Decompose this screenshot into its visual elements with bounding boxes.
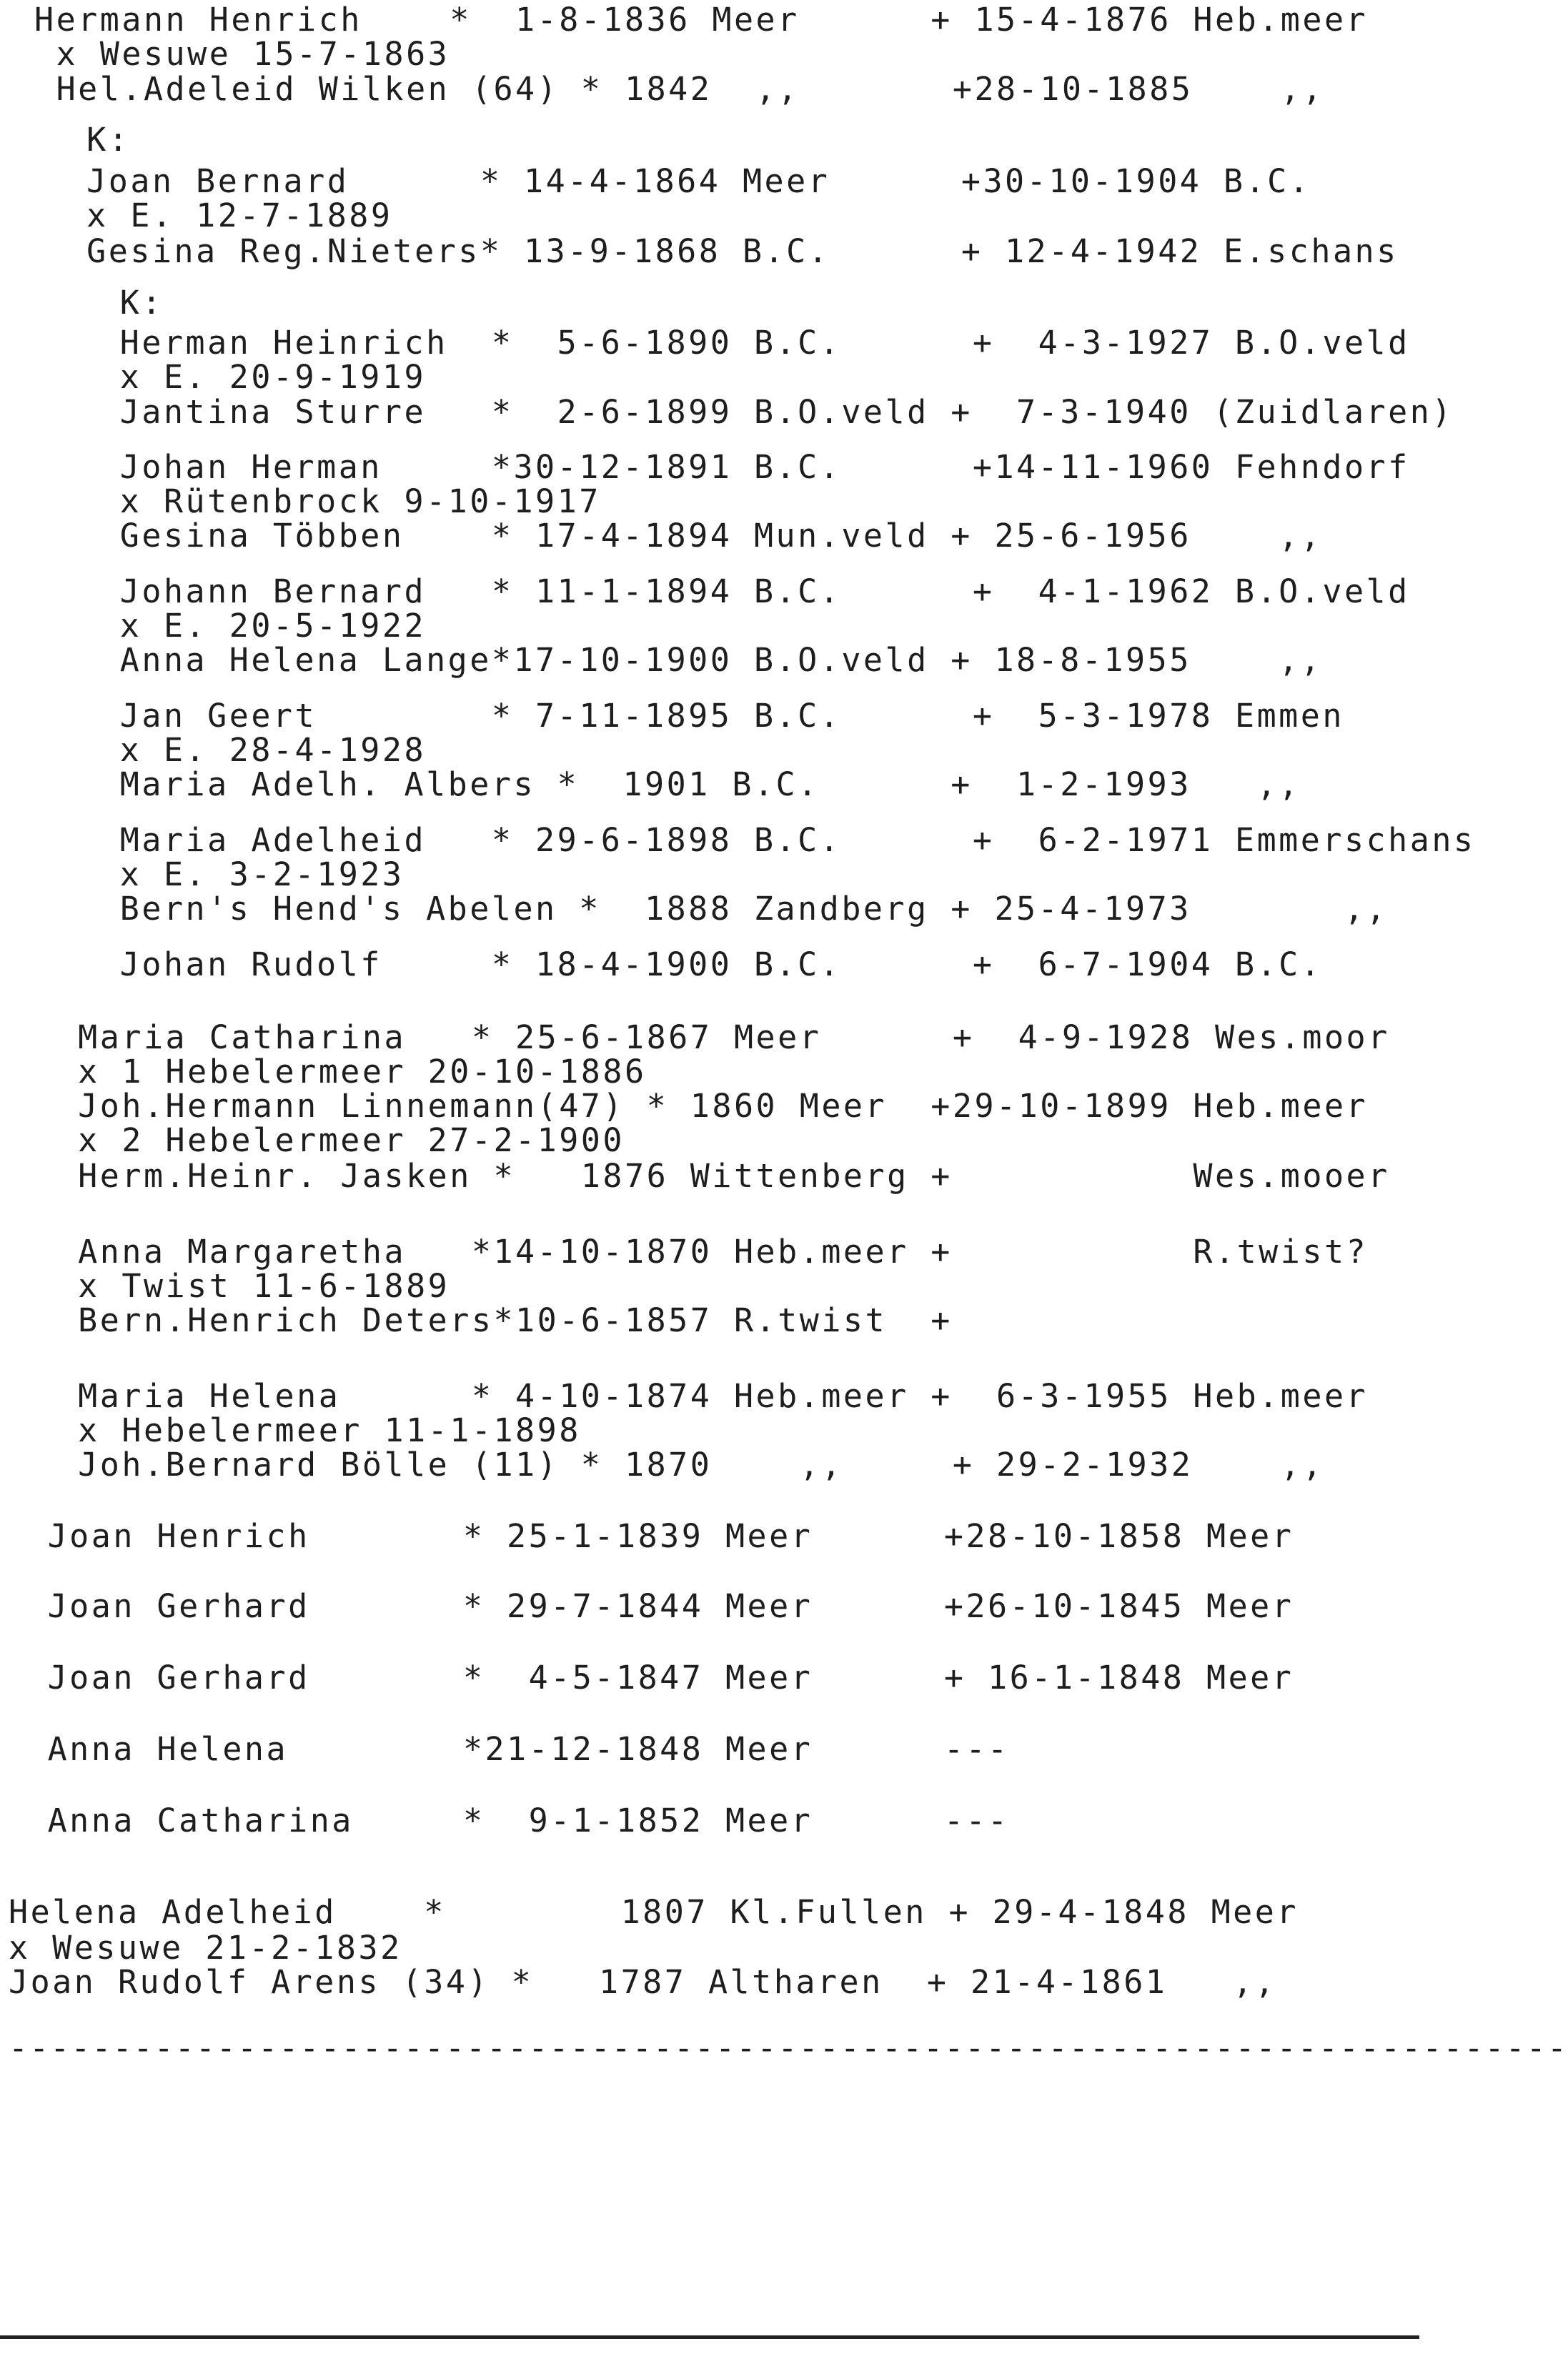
text-line: Herm.Heinr. Jasken * 1876 Wittenberg + Wes.mooer: [34, 1157, 1390, 1195]
text-line: Joan Bernard * 14-4-1864 Meer +30-10-1904 B.C.: [43, 162, 1311, 200]
text-line: Maria Catharina * 25-6-1867 Meer + 4-9-1928 Wes.moor: [34, 1018, 1390, 1056]
text-line: Maria Helena * 4-10-1874 Heb.meer + 6-3-1955 Heb.meer: [34, 1377, 1369, 1415]
text-line: Johann Bernard * 11-1-1894 B.C. + 4-1-1962 B.O.veld: [54, 572, 1410, 610]
text-line: Anna Helena *21-12-1848 Meer ---: [26, 1730, 1010, 1768]
dashed-separator: ---------------------------------------------------------------------------: [9, 2029, 1568, 2067]
text-line: Maria Adelh. Albers * 1901 B.C. + 1-2-1993 ,,: [54, 765, 1301, 803]
text-line: Jan Geert * 7-11-1895 B.C. + 5-3-1978 Emmen: [54, 697, 1344, 735]
text-line: Bern.Henrich Deters*10-6-1857 R.twist +: [34, 1301, 953, 1339]
text-line: x E. 20-9-1919: [54, 358, 427, 396]
text-line: Hermann Henrich * 1-8-1836 Meer + 15-4-1876 Heb.meer: [34, 1, 1369, 39]
text-line: Johan Rudolf * 18-4-1900 B.C. + 6-7-1904 B.C.: [54, 945, 1323, 983]
text-line: Joh.Bernard Bölle (11) * 1870 ,, + 29-2-1932 ,,: [34, 1446, 1324, 1484]
text-line: x Twist 11-6-1889: [34, 1267, 450, 1305]
text-line: x E. 3-2-1923: [54, 855, 405, 893]
text-line: Joan Gerhard * 29-7-1844 Meer +26-10-1845 Meer: [26, 1587, 1294, 1625]
text-line: Joan Gerhard * 4-5-1847 Meer + 16-1-1848 Meer: [26, 1659, 1294, 1697]
text-line: K:: [54, 284, 164, 322]
text-line: Helena Adelheid * 1807 Kl.Fullen + 29-4-1848 Meer: [9, 1893, 1299, 1931]
text-line: Joan Henrich * 25-1-1839 Meer +28-10-1858 Meer: [26, 1517, 1294, 1555]
text-line: x 2 Hebelermeer 27-2-1900: [34, 1121, 625, 1159]
text-line: x Wesuwe 15-7-1863: [34, 35, 450, 73]
text-line: Anna Catharina * 9-1-1852 Meer ---: [26, 1802, 1010, 1839]
text-line: Johan Herman *30-12-1891 B.C. +14-11-1960 Fehndorf: [54, 448, 1410, 486]
text-line: x 1 Hebelermeer 20-10-1886: [34, 1053, 647, 1091]
text-line: Anna Margaretha *14-10-1870 Heb.meer + R.twist?: [34, 1233, 1369, 1271]
text-line: Herman Heinrich * 5-6-1890 B.C. + 4-3-1927 B.O.veld: [54, 324, 1410, 362]
text-line: Joan Rudolf Arens (34) * 1787 Altharen + 21-4-1861 ,,: [9, 1963, 1277, 2001]
text-line: Gesina Többen * 17-4-1894 Mun.veld + 25-6-1956 ,,: [54, 517, 1323, 555]
text-line: x E. 12-7-1889: [43, 197, 393, 234]
text-line: Maria Adelheid * 29-6-1898 B.C. + 6-2-1971 Emmerschans: [54, 821, 1476, 859]
text-line: x Rütenbrock 9-10-1917: [54, 482, 601, 520]
text-line: Bern's Hend's Abelen * 1888 Zandberg + 25-4-1973 ,,: [54, 890, 1389, 928]
text-line: K:: [43, 121, 131, 159]
text-line: Jantina Sturre * 2-6-1899 B.O.veld + 7-3-1940 (Zuidlaren): [54, 393, 1454, 431]
text-line: Joh.Hermann Linnemann(47) * 1860 Meer +29-10-1899 Heb.meer: [34, 1087, 1369, 1125]
bottom-border-line: [0, 2335, 1419, 2339]
text-line: x E. 20-5-1922: [54, 607, 427, 645]
text-line: Hel.Adeleid Wilken (64) * 1842 ,, +28-10-1885 ,,: [34, 70, 1324, 108]
text-line: Anna Helena Lange*17-10-1900 B.O.veld + 18-8-1955 ,,: [54, 641, 1323, 679]
text-line: x Hebelermeer 11-1-1898: [34, 1411, 581, 1449]
text-line: x Wesuwe 21-2-1832: [9, 1929, 402, 1967]
text-line: x E. 28-4-1928: [54, 731, 427, 769]
text-line: Gesina Reg.Nieters* 13-9-1868 B.C. + 12-4-1942 E.schans: [43, 232, 1399, 270]
